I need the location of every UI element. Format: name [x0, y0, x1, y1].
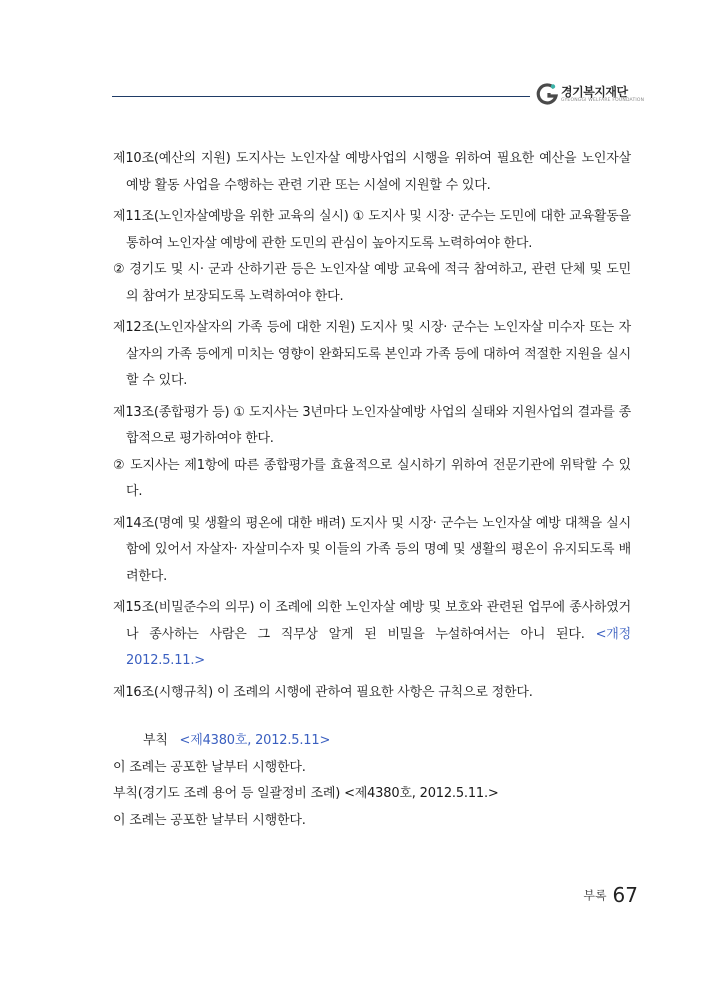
article-13-paragraph-2: ② 도지사는 제1항에 따른 종합평가를 효율적으로 실시하기 위하여 전문기관에 위탁할 수 있다.	[113, 457, 631, 499]
article-10: 제10조(예산의 지원) 도지사는 노인자살 예방사업의 시행을 위하여 필요한 예산을 노인자살 예방 활동 사업을 수행하는 관련 기관 또는 시설에 지원할 수 있다.	[113, 151, 631, 193]
supplementary-ref: <제4380호, 2012.5.11>	[179, 733, 331, 748]
article-15	[113, 595, 631, 675]
supplementary-heading	[113, 728, 631, 755]
article-12: 제12조(노인자살자의 가족 등에 대한 지원) 도지사 및 시장· 군수는 노인자살 미수자 또는 자살자의 가족 등에게 미치는 영향이 완화되도록 본인과 가족 등에 대하여 적절한 지원을 실시할 수 있다.	[113, 320, 631, 388]
article-15-text: 제15조(비밀준수의 의무) 이 조례에 의한 노인자살 예방 및 보호와 관련된 업무에 종사하였거나 종사하는 사람은 그 직무상 알게 된 비밀을 누설하여서는 아니 된다.	[113, 600, 631, 642]
supplementary-line-2: 부칙(경기도 조례 용어 등 일괄정비 조례) <제4380호, 2012.5.11.>	[113, 786, 499, 801]
page-number: 67	[612, 883, 638, 907]
article-13: 제13조(종합평가 등) ① 도지사는 3년마다 노인자살예방 사업의 실태와 지원사업의 결과를 종합적으로 평가하여야 한다.	[113, 404, 631, 446]
article-14: 제14조(명예 및 생활의 평온에 대한 배려) 도지사 및 시장· 군수는 노인자살 예방 대책을 실시함에 있어서 자살자· 자살미수자 및 이들의 가족 등의 명예 및 생활의 평온이 유지되도록 배려한다.	[113, 515, 631, 584]
article-11: 제11조(노인자살예방을 위한 교육의 실시) ① 도지사 및 시장· 군수는 도민에 대한 교육활동을 통하여 노인자살 예방에 관한 도민의 관심이 높아지도록 노력하여야 한다.	[113, 209, 631, 251]
foundation-logo-icon	[535, 82, 559, 106]
footer-section-label: 부록	[583, 888, 607, 903]
logo-name: 경기복지재단	[561, 85, 628, 99]
header-rule	[112, 96, 530, 97]
logo-subtitle: GYEONGGI WELFARE FOUNDATION	[561, 98, 645, 103]
amendment-note: <개정 2012.5.11.>	[126, 626, 631, 668]
supplementary-line-3: 이 조례는 공포한 날부터 시행한다.	[113, 812, 306, 828]
supplementary-line-1: 이 조례는 공포한 날부터 시행한다.	[113, 759, 306, 775]
page-footer	[548, 883, 638, 907]
foundation-logo	[535, 80, 645, 108]
supplementary-title: 부칙	[143, 733, 168, 748]
article-16: 제16조(시행규칙) 이 조례의 시행에 관하여 필요한 사항은 규칙으로 정한다.	[113, 684, 533, 700]
document-body	[113, 146, 631, 834]
article-11-paragraph-2: ② 경기도 및 시· 군과 산하기관 등은 노인자살 예방 교육에 적극 참여하고, 관련 단체 및 도민의 참여가 보장되도록 노력하여야 한다.	[113, 262, 631, 304]
